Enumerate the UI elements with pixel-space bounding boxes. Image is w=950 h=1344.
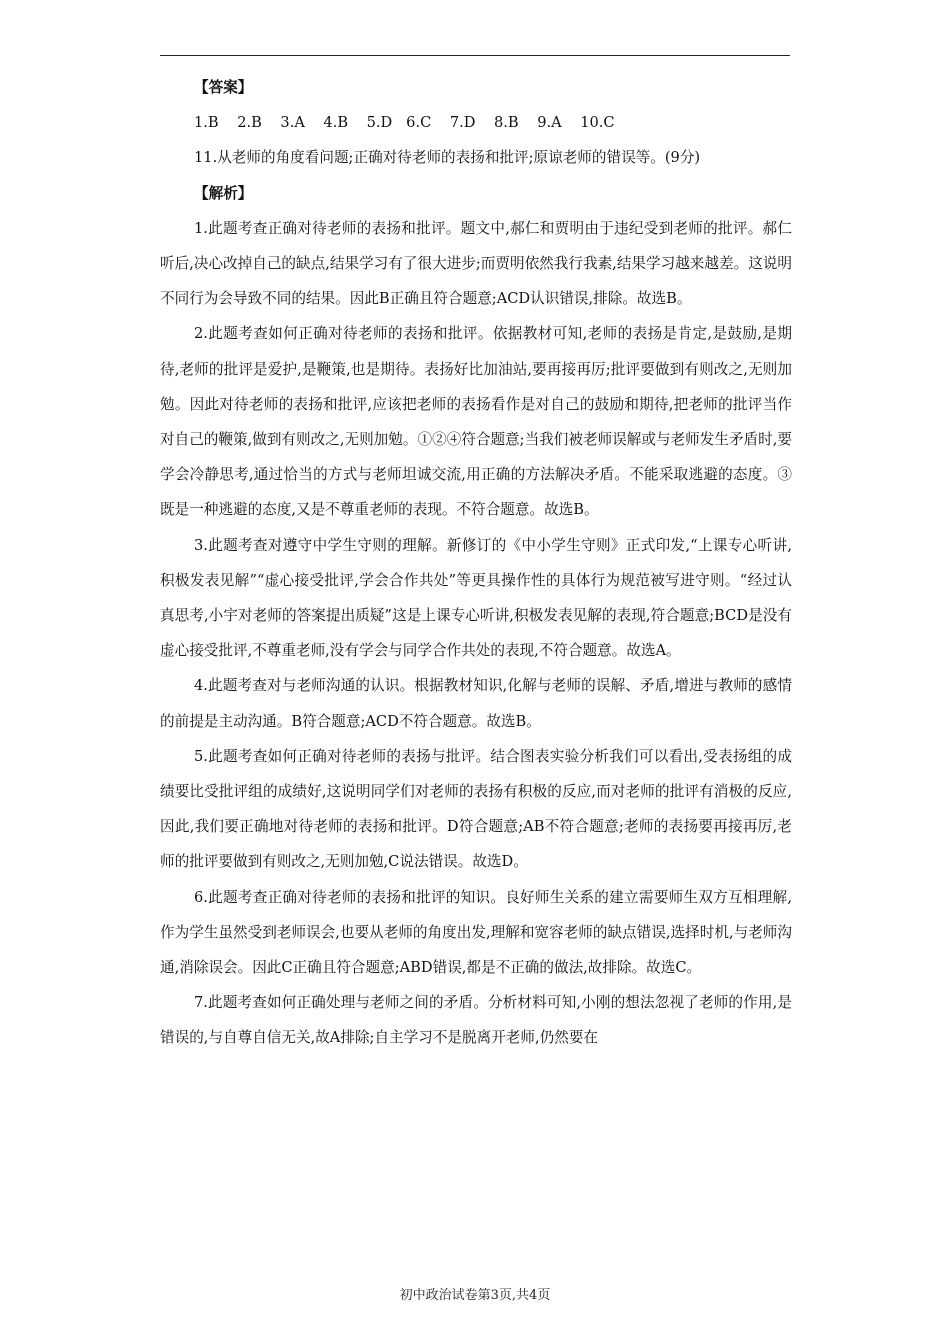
analysis-paragraph-7: 7.此题考查如何正确处理与老师之间的矛盾。分析材料可知,小刚的想法忽视了老师的作用,是错误的,与自尊自信无关,故A排除;自主学习不是脱离开老师,仍然要在 — [160, 994, 792, 1047]
analysis-paragraph-3: 3.此题考查对遵守中学生守则的理解。新修订的《中小学生守则》正式印发,“上课专心听讲,积极发表见解”“虚心接受批评,学会合作共处”等更具操作性的具体行为规范被写进守则。“经过认真思考,小宇对老师的答案提出质疑”这是上课专心听讲,积极发表见解的表现,符合题意;BCD是没有虚心接受批评,不尊重老师,没有学会与同学合作共处的表现,不符合题意。故选A。 — [160, 536, 792, 660]
answer-11: 11.从老师的角度看问题;正确对待老师的表扬和批评;原谅老师的错误等。(9分) — [194, 149, 701, 167]
answer-list: 1.B 2.B 3.A 4.B 5.D 6.C 7.D 8.B 9.A 10.C — [194, 114, 615, 132]
document-body — [160, 70, 792, 1056]
answer-heading: 【答案】 — [194, 79, 253, 96]
page-footer: 初中政治试卷第3页,共4页 — [399, 1288, 551, 1303]
header-rule — [160, 55, 790, 56]
analysis-paragraph-1: 1.此题考查正确对待老师的表扬和批评。题文中,郝仁和贾明由于违纪受到老师的批评。郝仁听后,决心改掉自己的缺点,结果学习有了很大进步;而贾明依然我行我素,结果学习越来越差。这说明不同行为会导致不同的结果。因此B正确且符合题意;ACD认识错误,排除。故选B。 — [160, 219, 792, 308]
analysis-heading: 【解析】 — [194, 184, 253, 202]
analysis-paragraph-2: 2.此题考查如何正确对待老师的表扬和批评。依据教材可知,老师的表扬是肯定,是鼓励,是期待,老师的批评是爱护,是鞭策,也是期待。表扬好比加油站,要再接再厉;批评要做到有则改之,无则加勉。因此对待老师的表扬和批评,应该把老师的表扬看作是对自己的鼓励和期待,把老师的批评当作对自己的鞭策,做到有则改之,无则加勉。①②④符合题意;当我们被老师误解或与老师发生矛盾时,要学会冷静思考,通过恰当的方式与老师坦诚交流,用正确的方法解决矛盾。不能采取逃避的态度。③既是一种逃避的态度,又是不尊重老师的表现。不符合题意。故选B。 — [160, 325, 792, 519]
analysis-paragraph-6: 6.此题考查正确对待老师的表扬和批评的知识。良好师生关系的建立需要师生双方互相理解,作为学生虽然受到老师误会,也要从老师的角度出发,理解和宽容老师的缺点错误,选择时机,与老师沟通,消除误会。因此C正确且符合题意;ABD错误,都是不正确的做法,故排除。故选C。 — [160, 888, 792, 977]
analysis-paragraph-5: 5.此题考查如何正确对待老师的表扬与批评。结合图表实验分析我们可以看出,受表扬组的成绩要比受批评组的成绩好,这说明同学们对老师的表扬有积极的反应,而对老师的批评有消极的反应,因此,我们要正确地对待老师的表扬和批评。D符合题意;AB不符合题意;老师的表扬要再接再厉,老师的批评要做到有则改之,无则加勉,C说法错误。故选D。 — [160, 747, 792, 871]
analysis-paragraph-4: 4.此题考查对与老师沟通的认识。根据教材知识,化解与老师的误解、矛盾,增进与教师的感情的前提是主动沟通。B符合题意;ACD不符合题意。故选B。 — [160, 677, 792, 730]
